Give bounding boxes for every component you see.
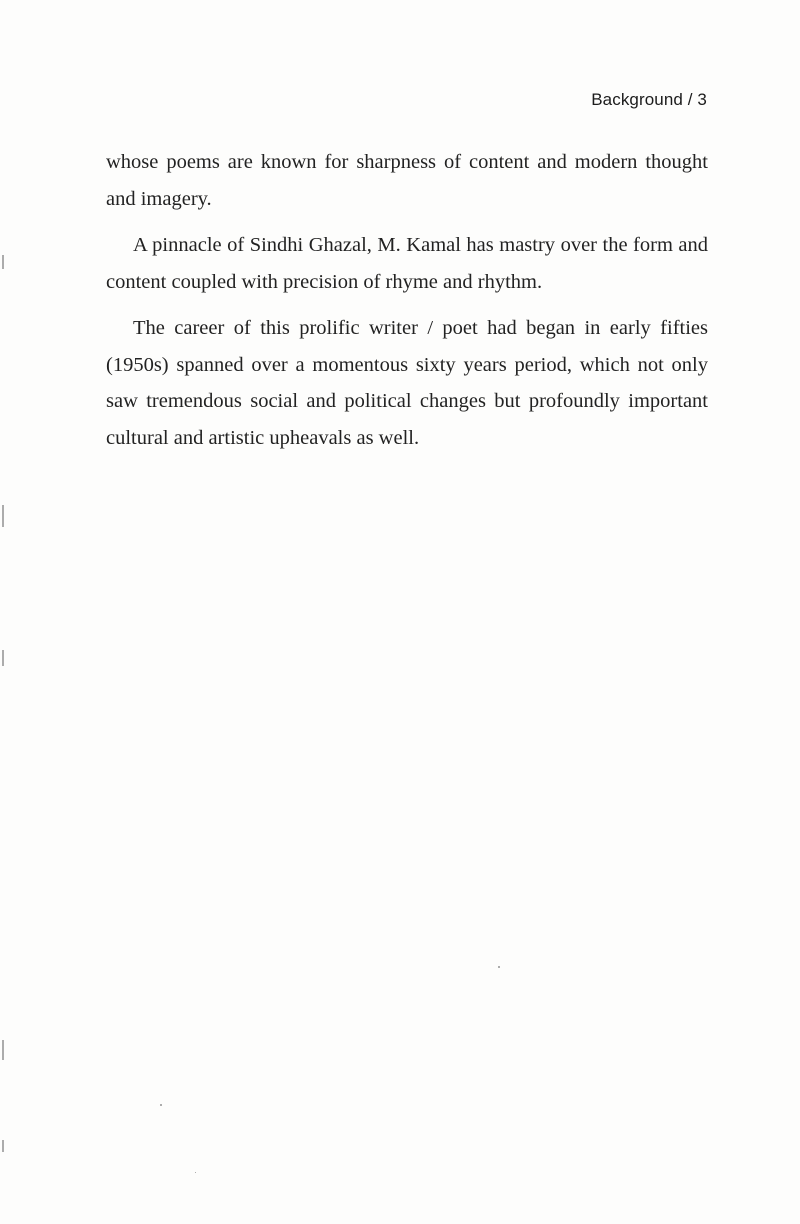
scan-edge-mark: [2, 1040, 4, 1060]
scan-edge-mark: [2, 650, 4, 666]
body-text: [106, 144, 708, 456]
scan-edge-mark: [2, 255, 4, 269]
scan-speck: [160, 1104, 162, 1106]
paragraph-2: A pinnacle of Sindhi Ghazal, M. Kamal has mastry over the form and content coupled with precision of rhyme and rhythm.: [106, 234, 708, 293]
scan-speck: [195, 1172, 196, 1173]
scan-speck: [498, 966, 500, 968]
paragraph-1: whose poems are known for sharpness of content and modern thought and imagery.: [106, 151, 708, 210]
paragraph-3: The career of this prolific writer / poet had began in early fifties (1950s) spanned over a momentous sixty years period, which not only saw tremendous social and political changes but profoundly important cultural and artistic upheavals as well.: [106, 317, 708, 449]
scan-edge-mark: [2, 505, 4, 527]
scan-edge-mark: [2, 1140, 4, 1152]
running-head: Background / 3: [591, 90, 707, 109]
